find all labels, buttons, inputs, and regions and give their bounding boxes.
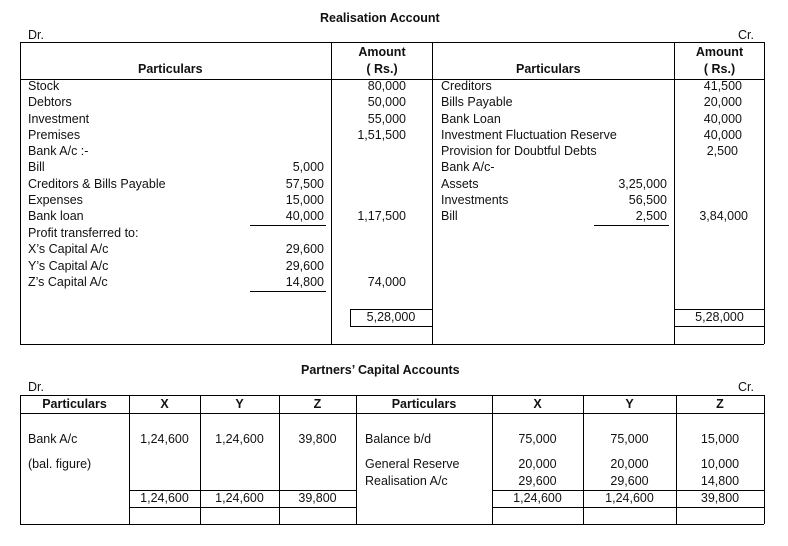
debit-subtotal-rule: [250, 225, 326, 226]
capital-credit-z: 15,000: [700, 432, 740, 446]
capital-debit-z: 39,800: [298, 432, 337, 446]
realisation-total-dr: 5,28,000: [366, 310, 416, 324]
capital-credit-y: 29,600: [610, 474, 649, 488]
credit-label: Investments: [441, 193, 509, 207]
credit-label: Bank Loan: [441, 112, 501, 126]
credit-label: Provision for Doubtful Debts: [441, 144, 597, 158]
credit-subtotal-rule: [594, 225, 669, 226]
debit-inner-amount: 57,500: [285, 177, 324, 191]
debit-inner-amount: 40,000: [285, 209, 324, 223]
capital-credit-label: Balance b/d: [365, 432, 432, 446]
debit-label: Investment: [28, 112, 90, 126]
capital-cr-label: Cr.: [738, 380, 754, 394]
capital-header-particulars-dr: Particulars: [42, 397, 107, 411]
debit-subtotal-rule: [250, 291, 326, 292]
realisation-dr-label: Dr.: [28, 28, 44, 42]
debit-amount: 55,000: [367, 112, 406, 126]
capital-header-particulars-cr: Particulars: [391, 397, 457, 411]
debit-label: Bill: [28, 160, 45, 174]
capital-header-z-cr: Z: [716, 397, 724, 411]
capital-header-x-dr: X: [160, 397, 169, 411]
credit-amount: 41,500: [703, 79, 742, 93]
debit-inner-amount: 29,600: [285, 259, 324, 273]
debit-amount: 74,000: [367, 275, 406, 289]
debit-inner-amount: 14,800: [285, 275, 324, 289]
credit-label: Investment Fluctuation Reserve: [441, 128, 617, 142]
realisation-cr-label: Cr.: [738, 28, 754, 42]
capital-header-x-cr: X: [533, 397, 542, 411]
debit-inner-amount: 5,000: [292, 160, 324, 174]
capital-dr-label: Dr.: [28, 380, 44, 394]
debit-amount: 80,000: [367, 79, 406, 93]
capital-credit-z: 14,800: [700, 474, 740, 488]
realisation-header-rs-cr: ( Rs.): [703, 62, 736, 76]
realisation-title: Realisation Account: [320, 11, 440, 25]
realisation-header-amount-cr: Amount: [695, 45, 744, 59]
debit-label: Bank A/c :-: [28, 144, 89, 158]
debit-label: Z’s Capital A/c: [28, 275, 108, 289]
debit-label: Expenses: [28, 193, 83, 207]
debit-label: Profit transferred to:: [28, 226, 139, 240]
capital-credit-label: General Reserve: [365, 457, 460, 471]
capital-title: Partners’ Capital Accounts: [301, 363, 460, 377]
debit-label: X’s Capital A/c: [28, 242, 109, 256]
capital-credit-x: 29,600: [518, 474, 557, 488]
credit-amount: 20,000: [703, 95, 742, 109]
realisation-header-particulars-dr: Particulars: [138, 62, 203, 76]
debit-inner-amount: 29,600: [285, 242, 324, 256]
debit-label: Debtors: [28, 95, 72, 109]
capital-credit-z: 10,000: [700, 457, 740, 471]
debit-label: Bank loan: [28, 209, 84, 223]
capital-debit-x: 1,24,600: [140, 432, 189, 446]
debit-label: Creditors & Bills Payable: [28, 177, 166, 191]
capital-total-cr-x: 1,24,600: [513, 491, 562, 505]
credit-inner-amount: 2,500: [635, 209, 667, 223]
capital-header-z-dr: Z: [313, 397, 322, 411]
capital-header-y-dr: Y: [235, 397, 244, 411]
capital-total-cr-z: 39,800: [700, 491, 740, 505]
capital-debit-label: (bal. figure): [28, 457, 92, 471]
capital-debit-label: Bank A/c: [28, 432, 78, 446]
capital-debit-y: 1,24,600: [215, 432, 264, 446]
credit-label: Bill: [441, 209, 458, 223]
debit-amount: 1,51,500: [357, 128, 406, 142]
credit-label: Bills Payable: [441, 95, 513, 109]
realisation-header-particulars-cr: Particulars: [516, 62, 581, 76]
capital-credit-y: 75,000: [610, 432, 649, 446]
credit-amount: 3,84,000: [699, 209, 748, 223]
capital-total-dr-y: 1,24,600: [215, 491, 264, 505]
capital-total-cr-y: 1,24,600: [605, 491, 654, 505]
credit-amount: 2,500: [706, 144, 738, 158]
capital-credit-y: 20,000: [610, 457, 649, 471]
credit-label: Creditors: [441, 79, 492, 93]
debit-amount: 1,17,500: [357, 209, 406, 223]
credit-amount: 40,000: [703, 112, 742, 126]
realisation-header-rs-dr: ( Rs.): [366, 62, 398, 76]
credit-amount: 40,000: [703, 128, 742, 142]
capital-credit-x: 75,000: [518, 432, 557, 446]
capital-header-y-cr: Y: [625, 397, 634, 411]
capital-total-dr-z: 39,800: [298, 491, 337, 505]
debit-label: Premises: [28, 128, 81, 142]
credit-label: Assets: [441, 177, 479, 191]
capital-credit-label: Realisation A/c: [365, 474, 448, 488]
credit-label: Bank A/c-: [441, 160, 495, 174]
credit-inner-amount: 56,500: [628, 193, 667, 207]
debit-label: Stock: [28, 79, 60, 93]
debit-inner-amount: 15,000: [285, 193, 324, 207]
capital-total-dr-x: 1,24,600: [140, 491, 189, 505]
realisation-total-cr: 5,28,000: [695, 310, 744, 324]
realisation-header-amount-dr: Amount: [358, 45, 406, 59]
debit-amount: 50,000: [367, 95, 406, 109]
capital-credit-x: 20,000: [518, 457, 557, 471]
debit-label: Y’s Capital A/c: [28, 259, 109, 273]
credit-inner-amount: 3,25,000: [618, 177, 667, 191]
